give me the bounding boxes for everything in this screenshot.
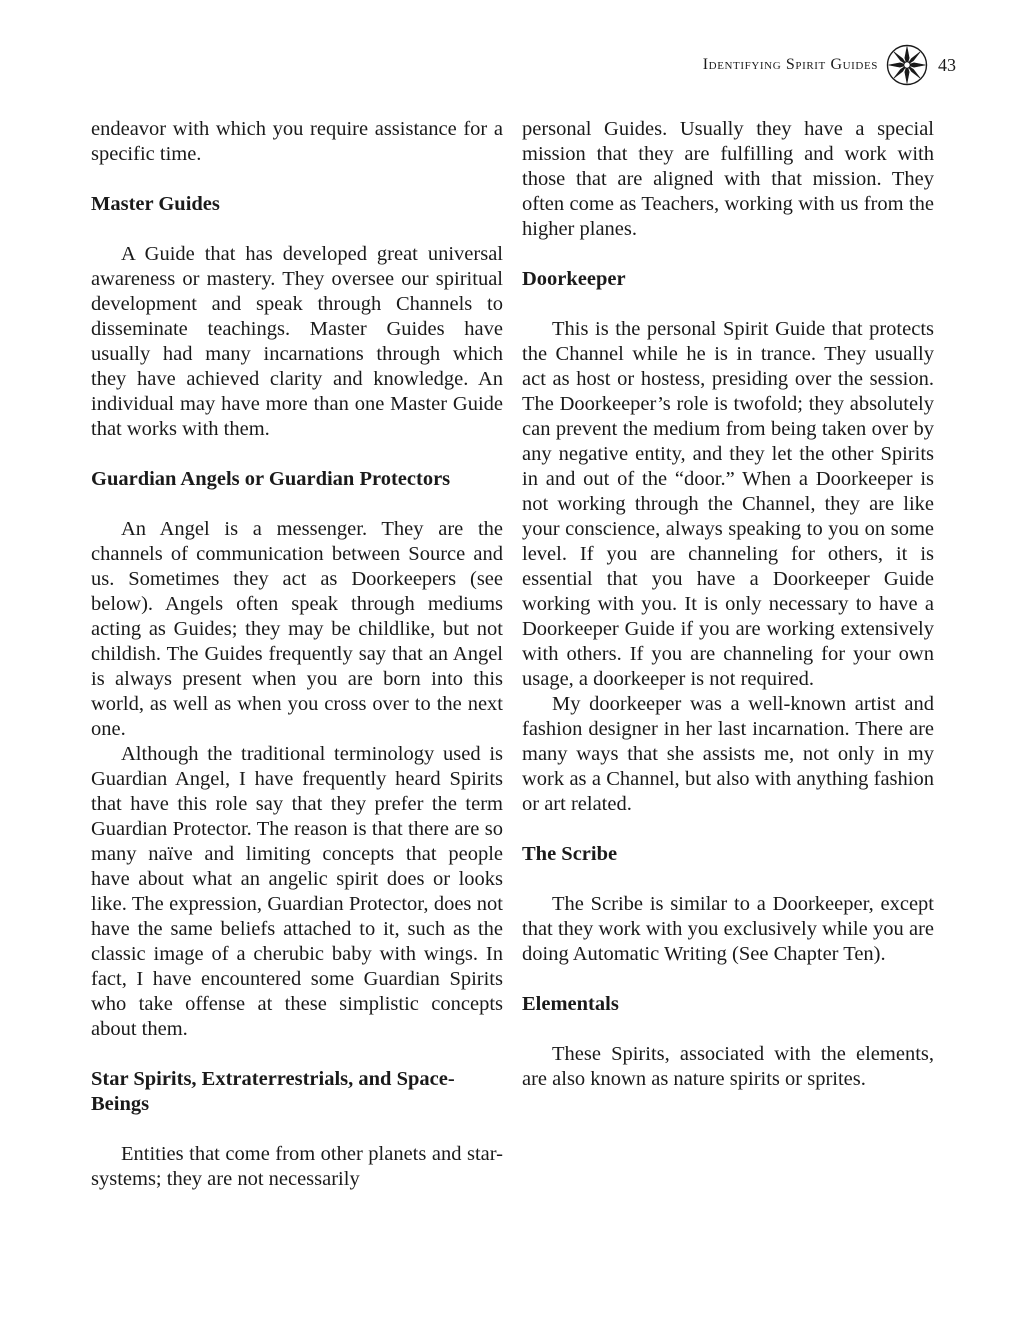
- paragraph-master-guides: A Guide that has developed great universal awareness or mastery. They oversee our spiritual development and speak through Channels to disseminate teachings. Master Guides have usually had many incarnations through which they have achieved clarity and knowledge. An individual may have more than one Master Guide that works with them.: [91, 243, 503, 440]
- right-column: [522, 117, 934, 1092]
- running-head: [703, 50, 956, 80]
- heading-master-guides: Master Guides: [91, 193, 220, 215]
- paragraph-star-spirits: Entities that come from other planets and star-systems; they are not necessarily: [91, 1143, 503, 1190]
- continued-paragraph: personal Guides. Usually they have a special mission that they are fulfilling and work with those that are aligned with that mission. They often come as Teachers, working with us from the higher planes.: [522, 118, 934, 240]
- star-mandala-icon: [886, 44, 928, 86]
- paragraph-guardian-angels-1: An Angel is a messenger. They are the channels of communication between Source and us. Sometimes they act as Doorkeepers (see below). Angels often speak through mediums acting as Guides; they may be childlike, but not childish. The Guides frequently say that an Angel is always present when you are born into this world, as well as when you cross over to the next one.: [91, 518, 503, 740]
- continued-paragraph: endeavor with which you require assistance for a specific time.: [91, 118, 503, 165]
- paragraph-elementals: These Spirits, associated with the elements, are also known as nature spirits or sprites.: [522, 1043, 934, 1090]
- paragraph-doorkeeper-1: This is the personal Spirit Guide that protects the Channel while he is in trance. They usually act as host or hostess, presiding over the session. The Doorkeeper’s role is twofold; they absolutely can prevent the medium from being taken over by any negative entity, and they let the other Spirits in and out of the “door.” When a Doorkeeper is not working through the Channel, they are like your conscience, always speaking to you on some level. If you are channeling for others, it is essential that you have a Doorkeeper Guide working with you. It is only necessary to have a Doorkeeper Guide if you are working extensively with others. If you are channeling for your own usage, a doorkeeper is not required.: [522, 318, 934, 690]
- page-number: 43: [938, 54, 956, 75]
- heading-star-spirits: Star Spirits, Extraterrestrials, and Space-Beings: [91, 1068, 455, 1115]
- paragraph-guardian-angels-2: Although the traditional terminology used is Guardian Angel, I have frequently heard Spirits that have this role say that they prefer the term Guardian Protector. The reason is that there are so many naïve and limiting concepts that people have about what an angelic spirit does or looks like. The expression, Guardian Protector, does not have the same beliefs attached to it, such as the classic image of a cherubic baby with wings. In fact, I have encountered some Guardian Spirits who take offense at these simplistic concepts about them.: [91, 743, 503, 1040]
- left-column: [91, 117, 503, 1192]
- paragraph-doorkeeper-2: My doorkeeper was a well-known artist and fashion designer in her last incarnation. There are many ways that she assists me, not only in my work as a Channel, but also with anything fashion or art related.: [522, 693, 934, 815]
- heading-scribe: The Scribe: [522, 843, 618, 865]
- heading-elementals: Elementals: [522, 993, 619, 1015]
- heading-guardian-angels: Guardian Angels or Guardian Protectors: [91, 468, 451, 490]
- heading-doorkeeper: Doorkeeper: [522, 268, 626, 290]
- paragraph-scribe: The Scribe is similar to a Doorkeeper, except that they work with you exclusively while you are doing Automatic Writing (See Chapter Ten).: [522, 893, 934, 965]
- running-head-title: Identifying Spirit Guides: [702, 56, 878, 73]
